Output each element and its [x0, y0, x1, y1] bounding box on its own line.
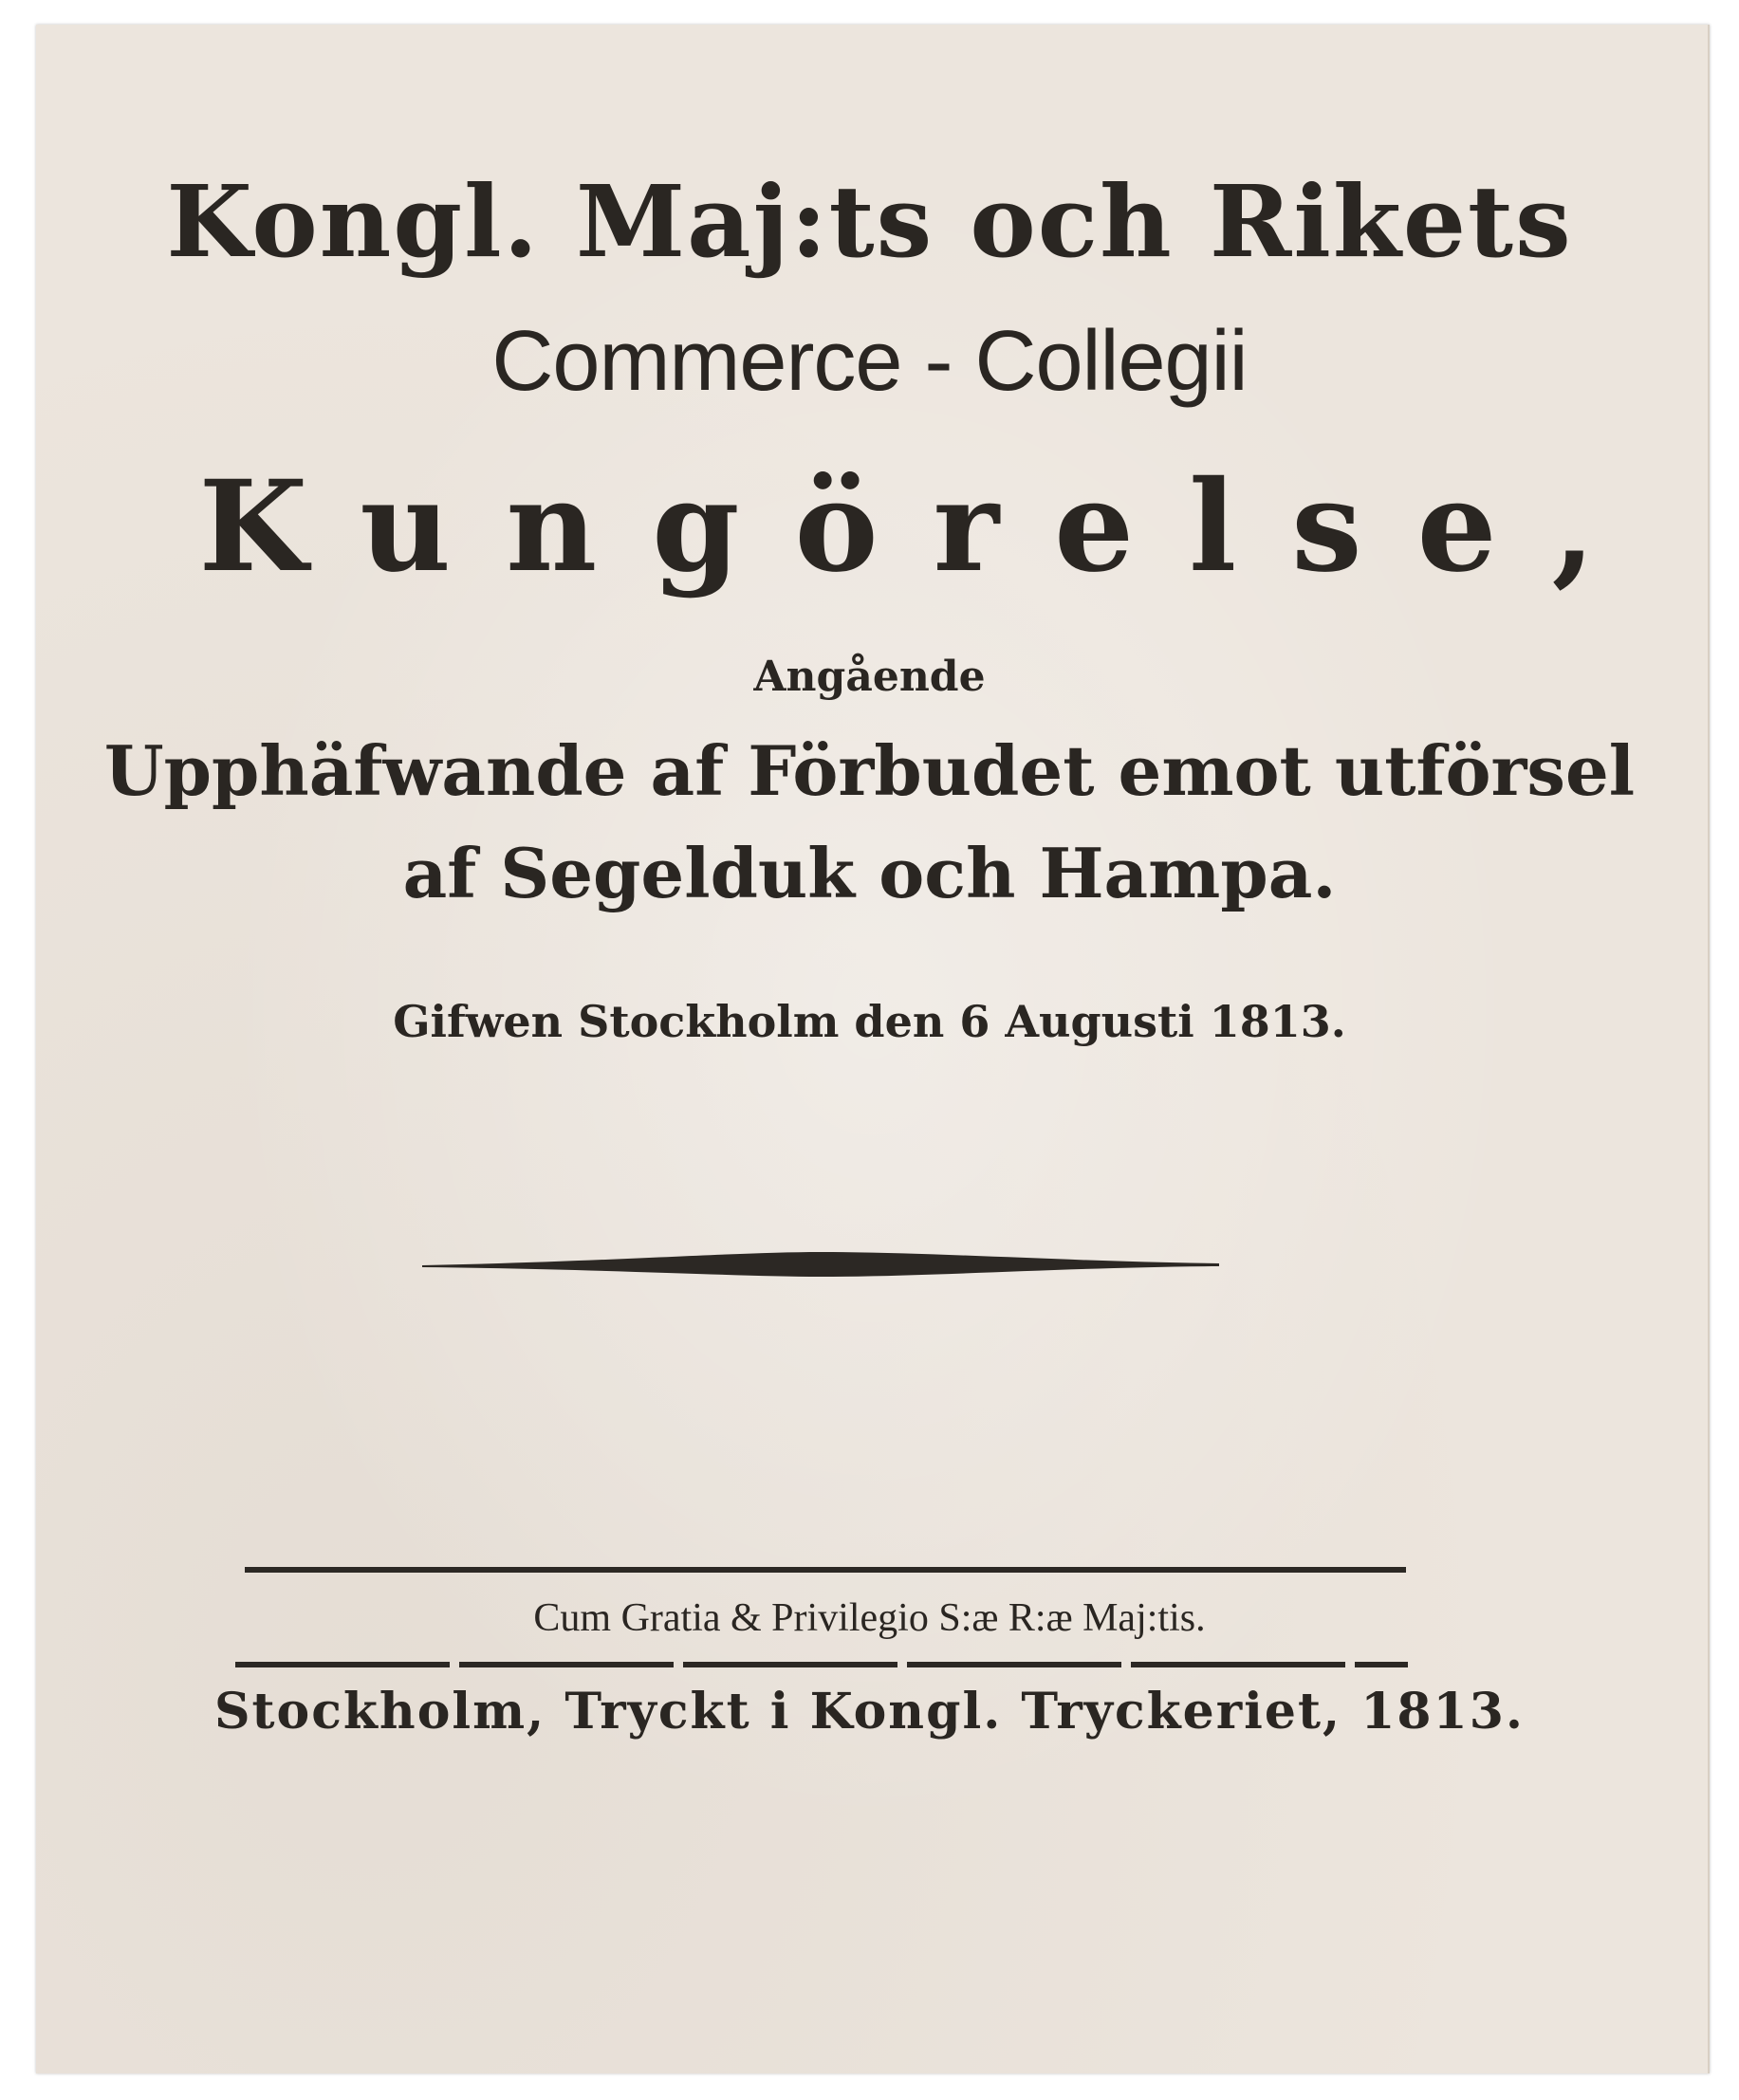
title-line-2: Commerce - Collegii [491, 314, 1248, 409]
top-rule [245, 1567, 1406, 1573]
title-line-3: Kungörelse, [198, 453, 1651, 600]
date-line: Gifwen Stockholm den 6 Augusti 1813. [393, 996, 1346, 1047]
bottom-rule [235, 1662, 1408, 1667]
title-line-1: Kongl. Maj:ts och Rikets [166, 163, 1573, 280]
subtitle-line-3: af Segelduk och Hampa. [402, 833, 1337, 913]
ornamental-rule [422, 1250, 1219, 1279]
subtitle-line-1: Angående [753, 653, 986, 701]
imprint-line: Stockholm, Tryckt i Kongl. Tryckeriet, 1813. [213, 1683, 1526, 1741]
subtitle-line-2: Upphäfwande af Förbudet emot utförsel [103, 730, 1636, 811]
privilege-line: Cum Gratia & Privilegio S:æ R:æ Maj:tis. [533, 1596, 1206, 1640]
